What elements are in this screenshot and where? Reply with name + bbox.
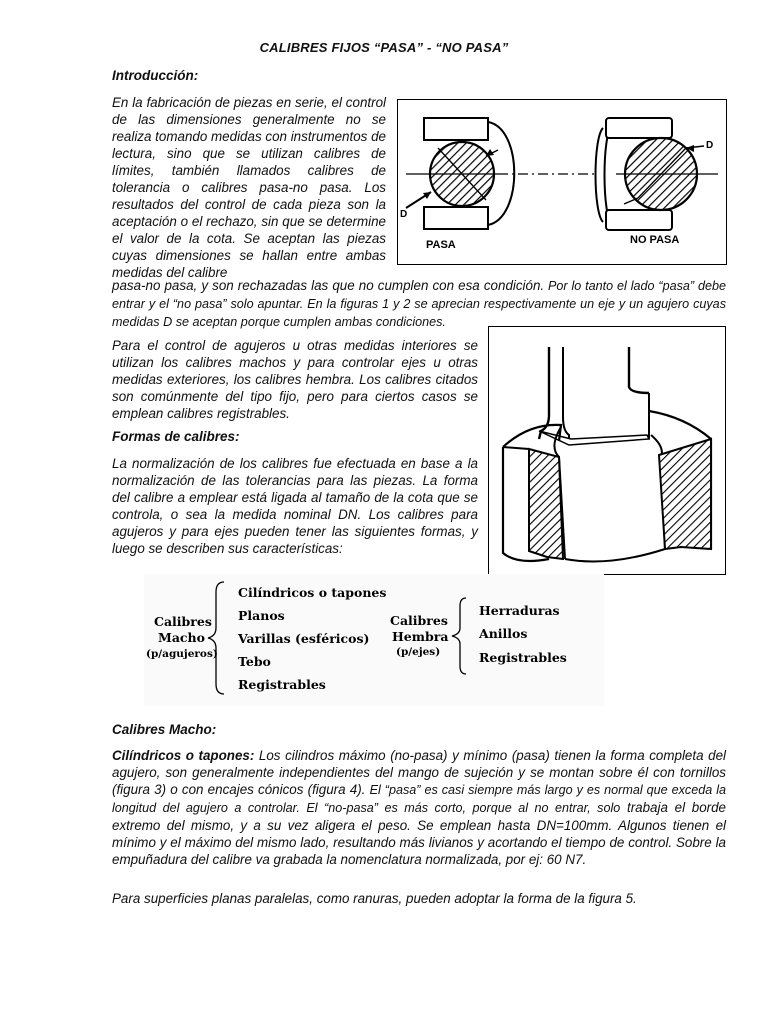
label-d-right: D (706, 140, 714, 151)
intro-paragraph-cont (112, 277, 726, 331)
macho-item-planos: Planos (238, 608, 285, 623)
figure-agujero-drawing (489, 327, 725, 574)
hembra-item-herraduras: Herraduras (479, 603, 560, 618)
no-pasa-lower-jaw (606, 210, 672, 230)
no-pasa-upper-jaw (606, 118, 672, 138)
macho-item-cilindricos: Cilíndricos o tapones (238, 585, 387, 600)
hole-section-left (529, 449, 563, 559)
intro-heading: Introducción: (112, 68, 199, 83)
figure-pasa-no-pasa (397, 99, 727, 265)
hembra-item-anillos: Anillos (479, 626, 528, 641)
formas-paragraph: La normalización de los calibres fue efectuada en base a la normalización de las tolerancias para las piezas. La forma del calibre a emplear está ligada al tamaño de la cota que se controla, o sea la medida nominal DN. Los calibres para agujeros y para ejes pueden tener las siguientes formas, y luego se describen sus características: (112, 456, 478, 556)
hembra-label-1: Calibres (390, 613, 448, 628)
macho-brace (208, 582, 224, 694)
macho-lead: Cilíndricos o tapones: (112, 748, 255, 763)
pasa-upper-jaw (424, 118, 488, 140)
machos-hembra-paragraph: Para el control de agujeros u otras medidas interiores se utilizan los calibres machos y para controlar ejes u otras medidas exteriores, los calibres hembra. Los calibres citados son comúnmente del tipo fijo, pero para ciertos casos se emplean calibres registrables. (112, 338, 478, 421)
macho-item-registrables: Registrables (238, 677, 326, 692)
macho-heading: Calibres Macho: (112, 722, 217, 737)
macho-label-1: Calibres (154, 614, 212, 629)
label-no-pasa: NO PASA (630, 234, 680, 246)
macho-rest: trabaja el borde extremo del mismo, y a su vez aligera el peso. Se emplean hasta DN=100mm. Algunos tienen el mínimo y el máximo del mismo lado, resultando más livianos y acortando el tiempo de control. Sobre la empuñadura del calibre va grabada la nomenclatura normalizada, por ej: 60 N7. (112, 800, 726, 867)
hembra-label-3: (p/ejes) (396, 646, 441, 658)
intro-paragraph-cont-a: pasa-no pasa, y son rechazadas las que no cumplen con esa condición. (112, 278, 545, 293)
label-pasa: PASA (426, 239, 456, 251)
ranuras-paragraph: Para superficies planas paralelas, como ranuras, pueden adoptar la forma de la figura 5. (112, 891, 637, 906)
macho-label-3: (p/agujeros) (146, 648, 218, 660)
macho-item-tebo: Tebo (238, 654, 271, 669)
macho-item-varillas: Varillas (esféricos) (238, 631, 370, 646)
calibres-classification-drawing (144, 574, 604, 706)
macho-paragraph (112, 747, 726, 868)
macho-main: Los cilindros máximo (no-pasa) y mínimo (pasa) tienen la forma completa del agujero, son generalmente independientes del mango de sujeción y se montan sobre él con tornillos (figura 3) o con encajes cónicos (figura 4). (112, 748, 726, 797)
hole-section-right (659, 439, 711, 549)
pasa-lower-jaw (424, 207, 488, 229)
hembra-label-2: Hembra (392, 629, 449, 644)
macho-label-2: Macho (158, 630, 205, 645)
calibres-classification (144, 574, 604, 706)
label-d-left: D (400, 209, 408, 220)
intro-paragraph-cont-b: Por lo tanto el lado “pasa” debe entrar y el “no pasa” solo apuntar. En la figuras 1 y 2 se aprecian respectivamente un eje y un agujero cuyas medidas D se aceptan porque cumplen ambas condiciones. (112, 279, 727, 329)
macho-extra: El “pasa” es casi siempre más largo y es normal que exceda la longitud del agujero a controlar. El “no-pasa” es más corto, porque al no entrar, solo (112, 783, 726, 815)
formas-heading: Formas de calibres: (112, 429, 240, 444)
figure-pasa-no-pasa-drawing (398, 100, 726, 264)
figure-agujero (488, 326, 726, 575)
page-title: CALIBRES FIJOS “PASA” - “NO PASA” (259, 40, 509, 55)
intro-paragraph-wrap: En la fabricación de piezas en serie, el control de las dimensiones generalmente no se realiza tomando medidas con instrumentos de lectura, sino que se utilizan calibres de límites, también llamados calibres de tolerancia o calibres pasa-no pasa. Los resultados del control de cada pieza son la aceptación o el rechazo, sin que se determine el valor de la cota. Se aceptan las piezas cuyas dimensiones se hallan entre ambas medidas del calibre (112, 95, 386, 280)
hembra-item-registrables: Registrables (479, 650, 567, 665)
hembra-brace (452, 598, 466, 674)
